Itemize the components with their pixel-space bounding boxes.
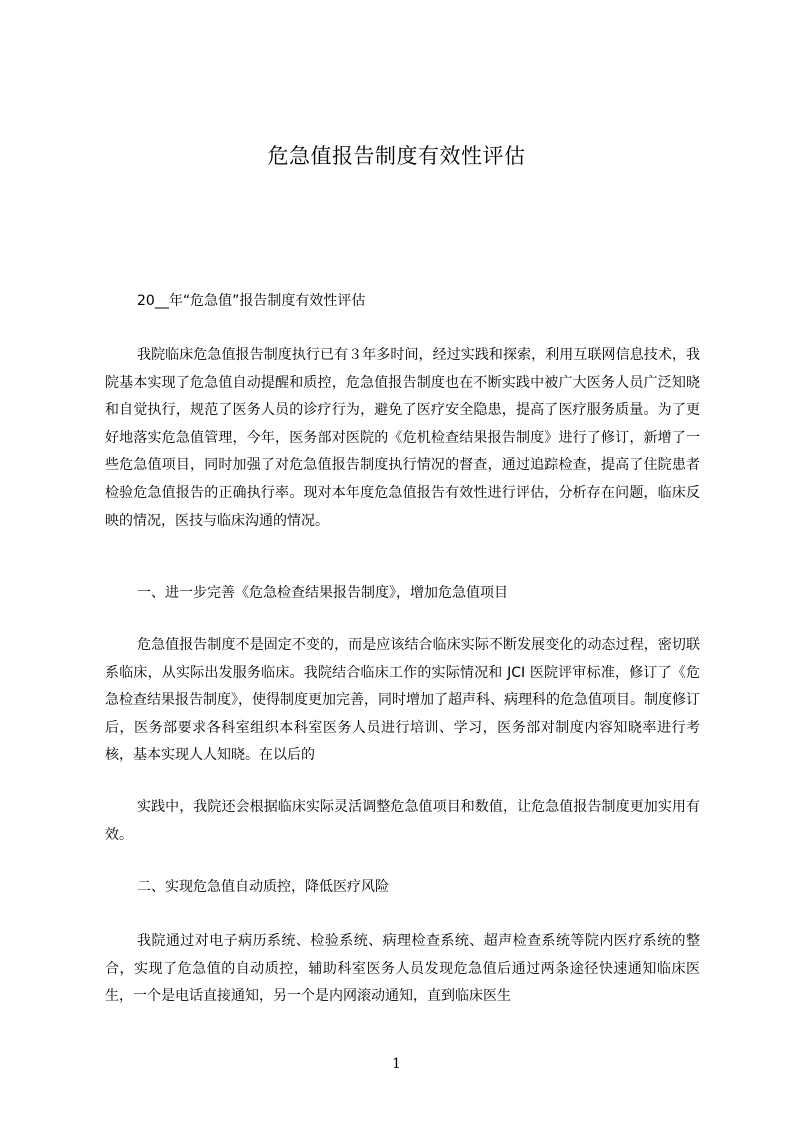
paragraph-intro: 我院临床危急值报告制度执行已有３年多时间，经过实践和探索，利用互联网信息技术，我院基本实现了危急值自动提醒和质控，危急值报告制度也在不断实践中被广大医务人员广泛知晓和自觉执行，规范了医务人员的诊疗行为，避免了医疗安全隐患，提高了医疗服务质量。为了更好地落实危急值管理，今年，医务部对医院的《危机检查结果报告制度》进行了修订，新增了一些危急值项目，同时加强了对危急值报告制度执行情况的督查，通过追踪检查，提高了住院患者检验危急值报告的正确执行率。现对本年度危急值报告有效性进行评估，分析存在问题，临床反映的情况，医技与临床沟通的情况。 <box>105 347 700 529</box>
section-heading-2: 二、实现危急值自动质控，降低医疗风险 <box>137 879 389 895</box>
paragraph-section-2: 我院通过对电子病历系统、检验系统、病理检查系统、超声检查系统等院内医疗系统的整合，实现了危急值的自动质控，辅助科室医务人员发现危急值后通过两条途径快速通知临床医生，一个是电话直接通知，另一个是内网滚动通知，直到临床医生 <box>105 933 700 1005</box>
paragraph-section-1-continued: 实践中，我院还会根据临床实际灵活调整危急值项目和数值，让危急值报告制度更加实用有效。 <box>105 799 700 843</box>
section-heading-1: 一、进一步完善《危急检查结果报告制度》，增加危急值项目 <box>137 585 508 601</box>
paragraph-section-1: 危急值报告制度不是固定不变的，而是应该结合临床实际不断发展变化的动态过程，密切联系临床，从实际出发服务临床。我院结合临床工作的实际情况和 JCI 医院评审标准，修订了《危急检查结果报告制度》，使得制度更加完善，同时增加了超声科、病理科的危急值项目。制度修订后，医务部要求各科室组织本科室医务人员进行培训、学习，医务部对制度内容知晓率进行考核，基本实现人人知晓。在以后的 <box>105 637 700 764</box>
document-title: 危急值报告制度有效性评估 <box>267 144 526 168</box>
document-subtitle: 20__年“危急值”报告制度有效性评估 <box>137 293 366 309</box>
page-number: 1 <box>392 1056 401 1072</box>
